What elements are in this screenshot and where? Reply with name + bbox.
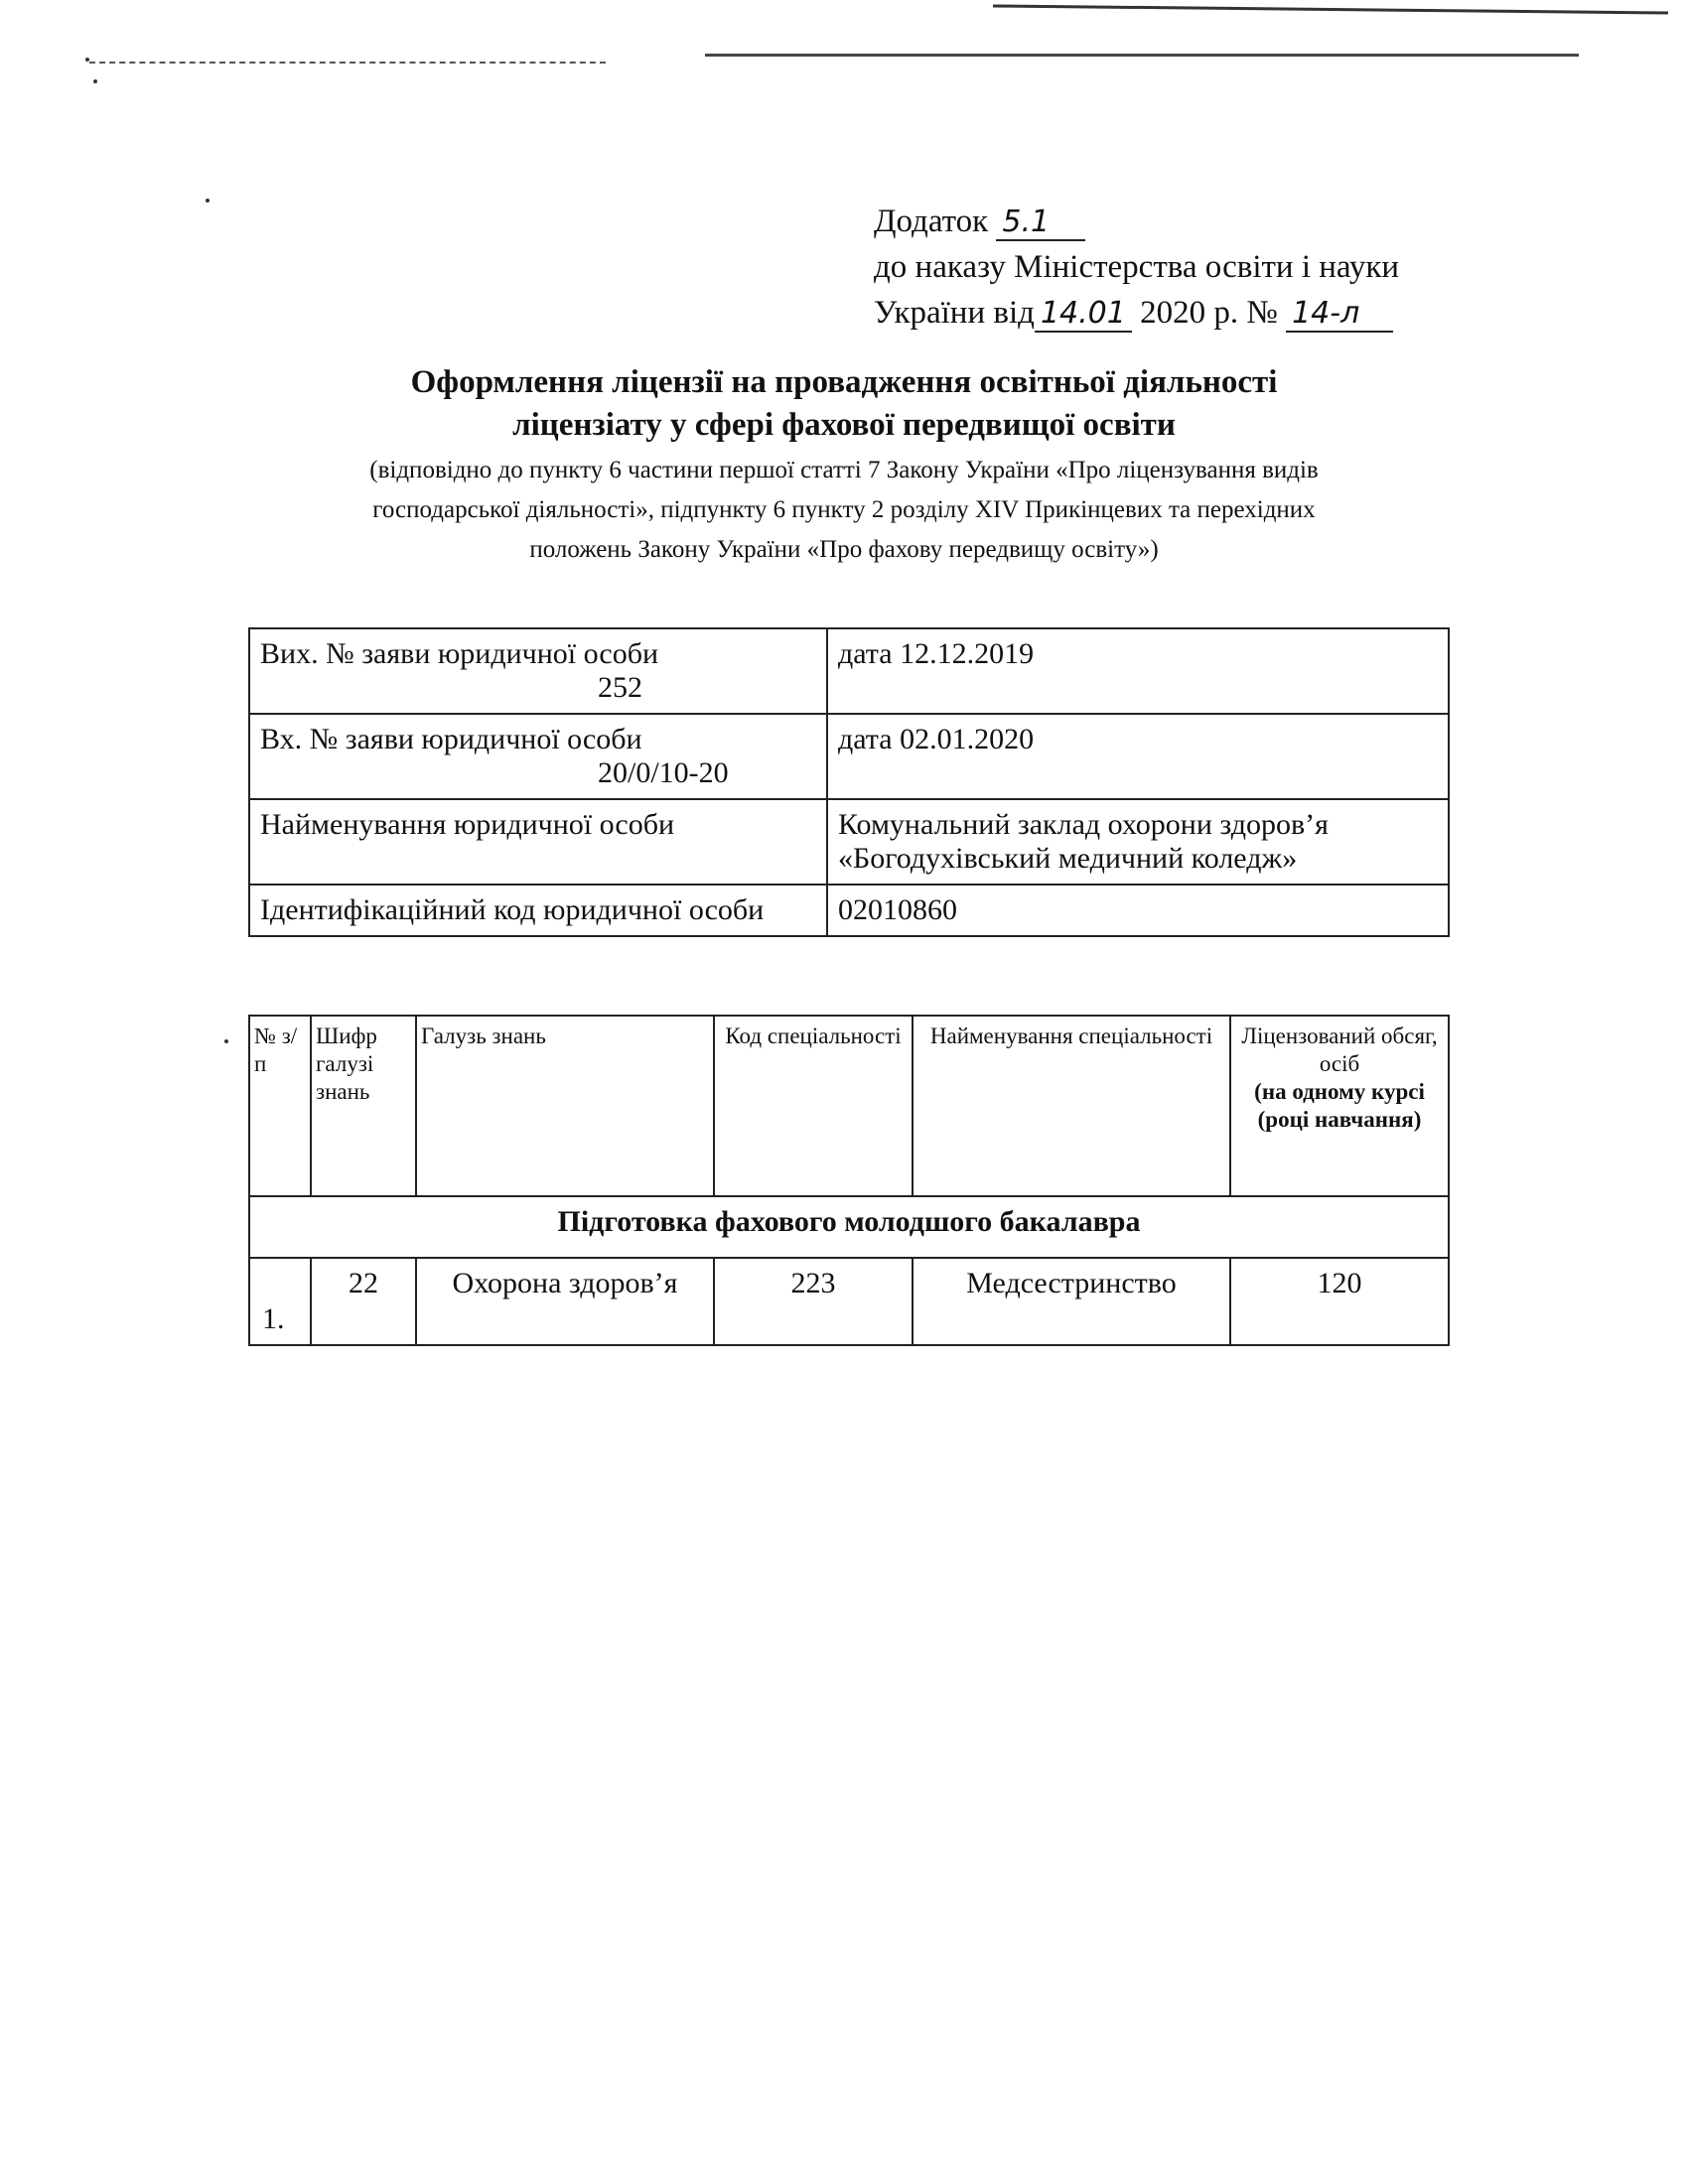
handwritten-order-date: 14.01 — [1035, 297, 1132, 333]
scan-speck — [93, 79, 97, 83]
cell-volume: 120 — [1230, 1258, 1449, 1345]
table-row — [249, 799, 1449, 885]
addendum-block — [874, 199, 1668, 336]
name-label-cell: Найменування юридичної особи — [249, 799, 827, 885]
scan-speck — [85, 58, 89, 62]
code-value-cell: 02010860 — [827, 885, 1449, 936]
title-subtitle: (відповідно до пункту 6 частини першої статті 7 Закону України «Про ліцензування видів господарської діяльності», підпункту 6 пункту 2 розділу XIV Прикінцевих та перехідних положень Закону України «Про фахову передвищу освіту») — [369, 457, 1319, 563]
addendum-line-3: України від 14.01 2020 р. № 14-л — [874, 290, 1668, 336]
incoming-number-cell: Вх. № заяви юридичної особи 20/0/10-20 — [249, 714, 827, 799]
outgoing-number-cell: Вих. № заяви юридичної особи 252 — [249, 628, 827, 714]
outgoing-date-cell: дата 12.12.2019 — [827, 628, 1449, 714]
handwritten-order-number: 14-л — [1286, 297, 1393, 333]
scan-speck — [206, 199, 210, 203]
table-row — [249, 714, 1449, 799]
table-row — [249, 885, 1449, 936]
scan-artifact-line — [89, 62, 606, 64]
table-section-row — [249, 1196, 1449, 1258]
header-spec-name: Найменування спеціальності — [913, 1016, 1230, 1196]
scan-artifact-line — [705, 54, 1579, 57]
cell-cipher: 22 — [311, 1258, 416, 1345]
header-cipher: Шифр галузі знань — [311, 1016, 416, 1196]
title-line-2: ліцензіату у сфері фахової передвищої освіти — [512, 407, 1176, 443]
header-no: № з/п — [249, 1016, 311, 1196]
name-value-cell: Комунальний заклад охорони здоров’я «Богодухівський медичний коледж» — [827, 799, 1449, 885]
cell-spec-name: Медсестринство — [913, 1258, 1230, 1345]
applicant-info-table — [248, 627, 1450, 937]
title-line-1: Оформлення ліцензії на провадження освітньої діяльності — [410, 364, 1278, 400]
cell-no: 1. — [249, 1258, 311, 1345]
specialty-table — [248, 1015, 1450, 1346]
section-title: Підготовка фахового молодшого бакалавра — [249, 1196, 1449, 1258]
code-label-cell: Ідентифікаційний код юридичної особи — [249, 885, 827, 936]
table-row — [249, 1258, 1449, 1345]
header-volume: Ліцензований обсяг, осіб (на одному курсі (році навчання) — [1230, 1016, 1449, 1196]
addendum-line-1: Додаток 5.1 — [874, 199, 1668, 244]
header-field: Галузь знань — [416, 1016, 714, 1196]
cell-field: Охорона здоров’я — [416, 1258, 714, 1345]
handwritten-addendum-number: 5.1 — [996, 205, 1085, 241]
table-row — [249, 628, 1449, 714]
scan-artifact-line — [993, 4, 1668, 14]
document-title — [278, 361, 1410, 570]
cell-spec-code: 223 — [714, 1258, 913, 1345]
scan-speck — [224, 1039, 228, 1043]
incoming-date-cell: дата 02.01.2020 — [827, 714, 1449, 799]
addendum-line-2: до наказу Міністерства освіти і науки — [874, 249, 1400, 285]
header-spec-code: Код спеціальності — [714, 1016, 913, 1196]
table-header-row — [249, 1016, 1449, 1196]
